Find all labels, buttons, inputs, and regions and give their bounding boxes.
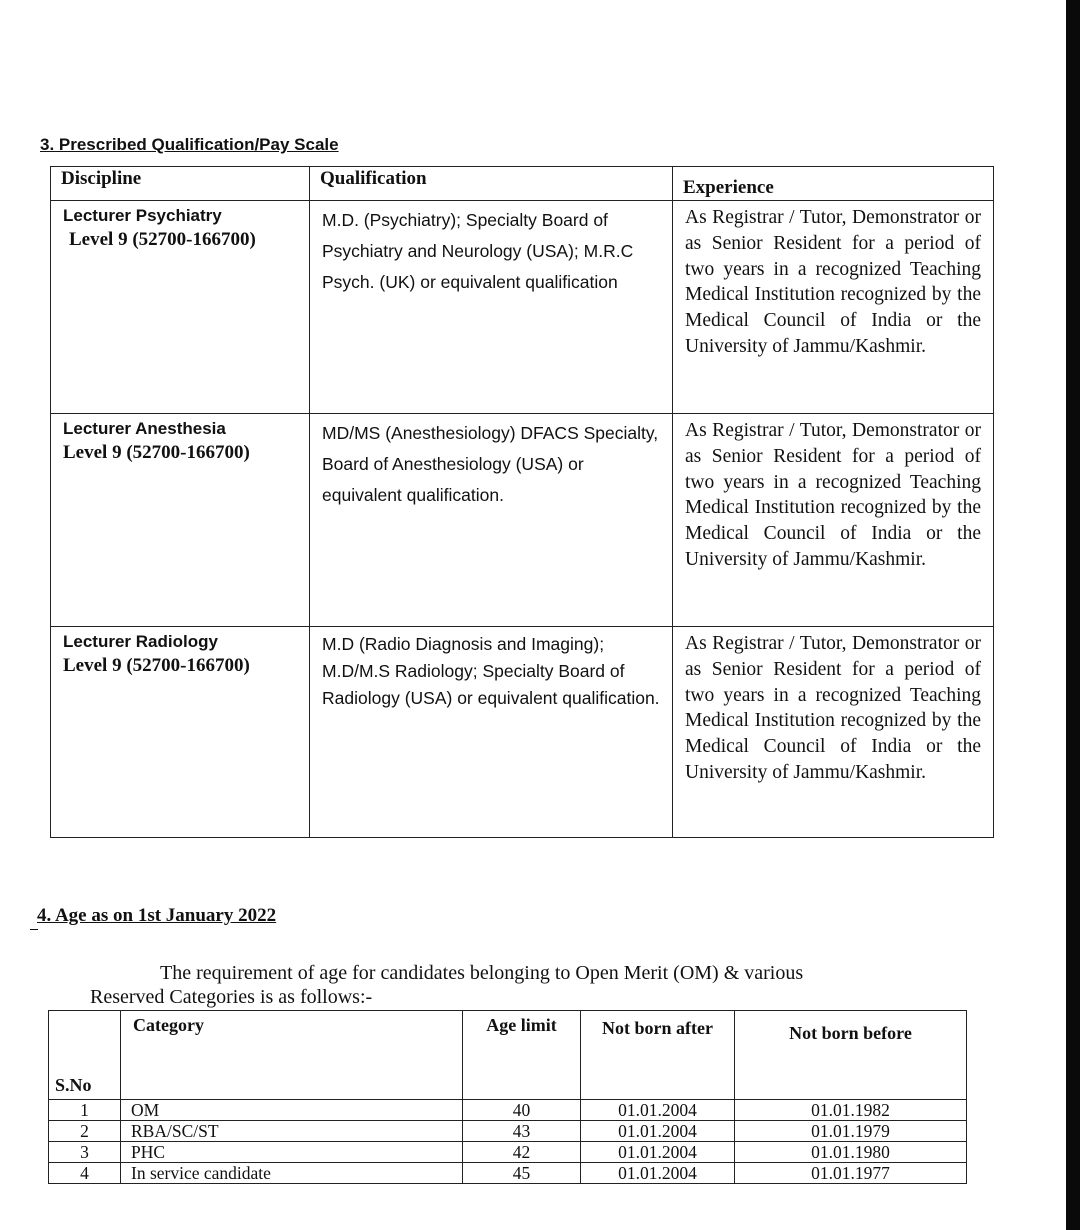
age-header-row <box>49 1011 967 1100</box>
column-header-age-limit: Age limit <box>463 1011 581 1100</box>
not-born-before-cell: 01.01.1982 <box>735 1100 967 1121</box>
scan-edge-bar <box>1066 0 1080 1230</box>
experience-cell <box>673 414 994 627</box>
section-4-heading: 4. Age as on 1st January 2022 <box>37 905 277 926</box>
not-born-after-cell: 01.01.2004 <box>581 1100 735 1121</box>
pay-level: Level 9 (52700-166700) <box>63 655 250 676</box>
column-header-sno: S.No <box>49 1011 121 1100</box>
qualification-text: MD/MS (Anesthesiology) DFACS Specialty, Board of Anesthesiology (USA) or equivalent qualification. <box>322 423 659 505</box>
pay-level: Level 9 (52700-166700) <box>63 442 250 463</box>
experience-cell <box>673 201 994 414</box>
sno-cell: 2 <box>49 1121 121 1142</box>
experience-text: As Registrar / Tutor, Demonstrator or as Senior Resident for a period of two years in a recognized Teaching Medical Institution recognized by the Medical Council of India or the University of Jammu/Kashmir. <box>685 207 981 357</box>
category-cell: PHC <box>121 1142 463 1163</box>
discipline-cell <box>51 201 310 414</box>
section-3-heading: 3. Prescribed Qualification/Pay Scale <box>40 135 339 154</box>
discipline-title: Lecturer Psychiatry <box>63 206 222 225</box>
not-born-before-cell: 01.01.1979 <box>735 1121 967 1142</box>
sno-cell: 4 <box>49 1163 121 1184</box>
column-header-not-born-after: Not born after <box>581 1011 735 1100</box>
age-limit-cell: 40 <box>463 1100 581 1121</box>
column-header-qualification: Qualification <box>310 167 673 201</box>
sno-cell: 1 <box>49 1100 121 1121</box>
qualification-table <box>50 166 994 838</box>
table-row <box>51 414 994 627</box>
discipline-cell <box>51 627 310 838</box>
column-header-experience: Experience <box>673 167 994 201</box>
category-cell: In service candidate <box>121 1163 463 1184</box>
discipline-title: Lecturer Anesthesia <box>63 419 226 438</box>
sno-cell: 3 <box>49 1142 121 1163</box>
table-row <box>49 1163 967 1184</box>
qualification-text: M.D. (Psychiatry); Specialty Board of Psychiatry and Neurology (USA); M.R.C Psych. (UK) or equivalent qualification <box>322 210 634 292</box>
not-born-after-cell: 01.01.2004 <box>581 1142 735 1163</box>
table-row <box>51 627 994 838</box>
age-limit-cell: 42 <box>463 1142 581 1163</box>
table-row <box>49 1121 967 1142</box>
column-header-discipline: Discipline <box>51 167 310 201</box>
qualification-cell <box>310 414 673 627</box>
qualification-header-row <box>51 167 994 201</box>
category-cell: RBA/SC/ST <box>121 1121 463 1142</box>
table-row <box>51 201 994 414</box>
section-4-rule <box>30 929 38 930</box>
age-intro-line-2: Reserved Categories is as follows:- <box>90 986 373 1008</box>
experience-cell <box>673 627 994 838</box>
not-born-after-cell: 01.01.2004 <box>581 1121 735 1142</box>
category-cell: OM <box>121 1100 463 1121</box>
column-header-not-born-before: Not born before <box>735 1011 967 1100</box>
discipline-title: Lecturer Radiology <box>63 632 218 651</box>
qualification-text: M.D (Radio Diagnosis and Imaging); M.D/M.S Radiology; Specialty Board of Radiology (USA) or equivalent qualification. <box>322 634 660 708</box>
column-header-category: Category <box>121 1011 463 1100</box>
table-row <box>49 1142 967 1163</box>
not-born-before-cell: 01.01.1980 <box>735 1142 967 1163</box>
experience-text: As Registrar / Tutor, Demonstrator or as Senior Resident for a period of two years in a recognized Teaching Medical Institution recognized by the Medical Council of India or the University of Jammu/Kashmir. <box>685 420 981 570</box>
age-intro-line-1: The requirement of age for candidates belonging to Open Merit (OM) & various <box>160 962 804 984</box>
age-limit-cell: 45 <box>463 1163 581 1184</box>
experience-text: As Registrar / Tutor, Demonstrator or as Senior Resident for a period of two years in a recognized Teaching Medical Institution recognized by the Medical Council of India or the University of Jammu/Kashmir. <box>685 633 981 783</box>
age-limit-cell: 43 <box>463 1121 581 1142</box>
qualification-cell <box>310 627 673 838</box>
discipline-cell <box>51 414 310 627</box>
not-born-after-cell: 01.01.2004 <box>581 1163 735 1184</box>
table-row <box>49 1100 967 1121</box>
age-limit-table <box>48 1010 967 1184</box>
qualification-cell <box>310 201 673 414</box>
pay-level: Level 9 (52700-166700) <box>69 229 256 250</box>
not-born-before-cell: 01.01.1977 <box>735 1163 967 1184</box>
